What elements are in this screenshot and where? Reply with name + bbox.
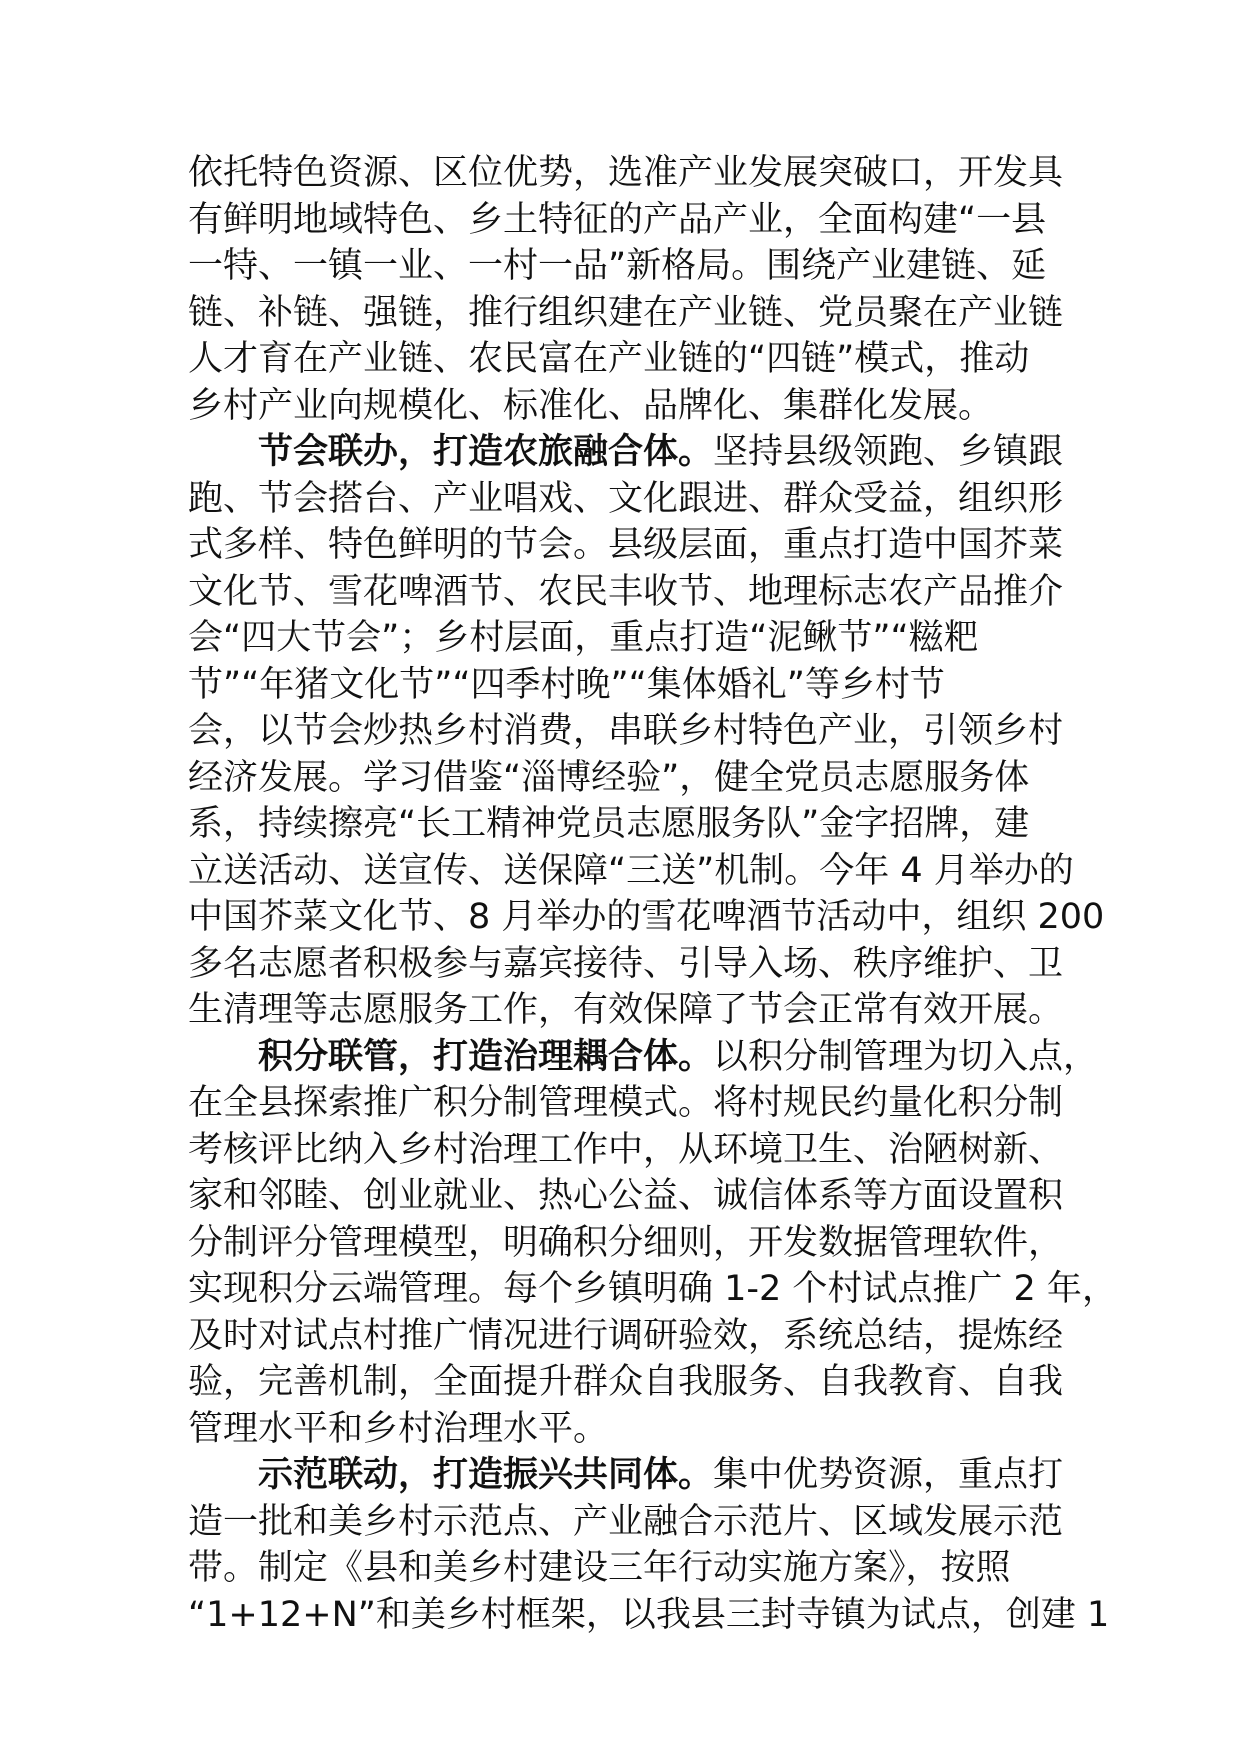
text-line: 造一批和美乡村示范点、产业融合示范片、区域发展示范 [188,1501,1064,1542]
text-line: 经济发展。学习借鉴“淄博经验”，健全党员志愿服务体 [188,757,1030,798]
text-line: 以积分制管理为切入点， [713,1036,1099,1077]
paragraph-governance [188,1034,1117,1453]
text-line: 及时对试点村推广情况进行调研验效，系统总结，提炼经 [188,1315,1064,1356]
text-line: 管理水平和乡村治理水平。 [188,1408,609,1449]
text-line: 会“四大节会”；乡村层面，重点打造“泥鳅节”“糍粑 [188,618,979,658]
text-line: 会，以节会炒热乡村消费，串联乡村特色产业，引领乡村 [188,711,1064,751]
text-line: 跑、节会搭台、产业唱戏、文化跟进、群众受益，组织形 [188,478,1064,519]
text-line: 有鲜明地域特色、乡土特征的产品产业，全面构建“一县 [188,199,1047,240]
text-line: 式多样、特色鲜明的节会。县级层面，重点打造中国芥菜 [188,525,1064,565]
paragraph-festival [188,429,1105,1034]
text-line: 带。制定《县和美乡村建设三年行动实施方案》，按照 [188,1548,1011,1588]
text-line: 依托特色资源、区位优势，选准产业发展突破口，开发具 [188,153,1064,193]
text-line: 实现积分云端管理。每个乡镇明确 1-2 个村试点推广 2 年， [188,1269,1117,1309]
text-line: 坚持县级领跑、乡镇跟 [713,432,1064,472]
text-line: 乡村产业向规模化、标准化、品牌化、集群化发展。 [188,385,994,426]
text-line: 多名志愿者积极参与嘉宾接待、引导入场、秩序维护、卫 [188,943,1064,984]
text-line: 一特、一镇一业、一村一品”新格局。围绕产业建链、延 [188,246,1047,286]
text-line: 链、补链、强链，推行组织建在产业链、党员聚在产业链 [188,292,1064,333]
paragraph-heading: 示范联动，打造振兴共同体。 [258,1455,714,1495]
text-line: 生清理等志愿服务工作，有效保障了节会正常有效开展。 [188,990,1064,1030]
text-line: 节”“年猪文化节”“四季村晚”“集体婚礼”等乡村节 [188,664,945,705]
text-line: 文化节、雪花啤酒节、农民丰收节、地理标志农产品推介 [188,571,1064,612]
text-line: 人才育在产业链、农民富在产业链的“四链”模式，推动 [188,339,1030,379]
text-line: 考核评比纳入乡村治理工作中，从环境卫生、治陋树新、 [188,1129,1064,1170]
text-line: “1+12+N”和美乡村框架，以我县三封寺镇为试点，创建 1 [188,1594,1110,1635]
paragraph-heading: 积分联管，打造治理耦合体。 [258,1036,714,1077]
text-line: 分制评分管理模型，明确积分细则，开发数据管理软件， [188,1222,1064,1263]
text-line: 中国芥菜文化节、8 月举办的雪花啤酒节活动中，组织 200 [188,897,1105,937]
text-line: 系，持续擦亮“长工精神党员志愿服务队”金字招牌，建 [188,804,1030,844]
text-line: 家和邻睦、创业就业、热心公益、诚信体系等方面设置积 [188,1176,1064,1216]
document-page [188,150,1117,1638]
paragraph-heading: 节会联办，打造农旅融合体。 [258,432,714,472]
text-line: 立送活动、送宣传、送保障“三送”机制。今年 4 月举办的 [188,850,1074,891]
paragraph-intro [188,150,1064,429]
paragraph-demonstration [188,1452,1110,1638]
text-line: 在全县探索推广积分制管理模式。将村规民约量化积分制 [188,1083,1064,1123]
text-line: 集中优势资源，重点打 [713,1455,1064,1495]
text-line: 验，完善机制，全面提升群众自我服务、自我教育、自我 [188,1362,1064,1402]
